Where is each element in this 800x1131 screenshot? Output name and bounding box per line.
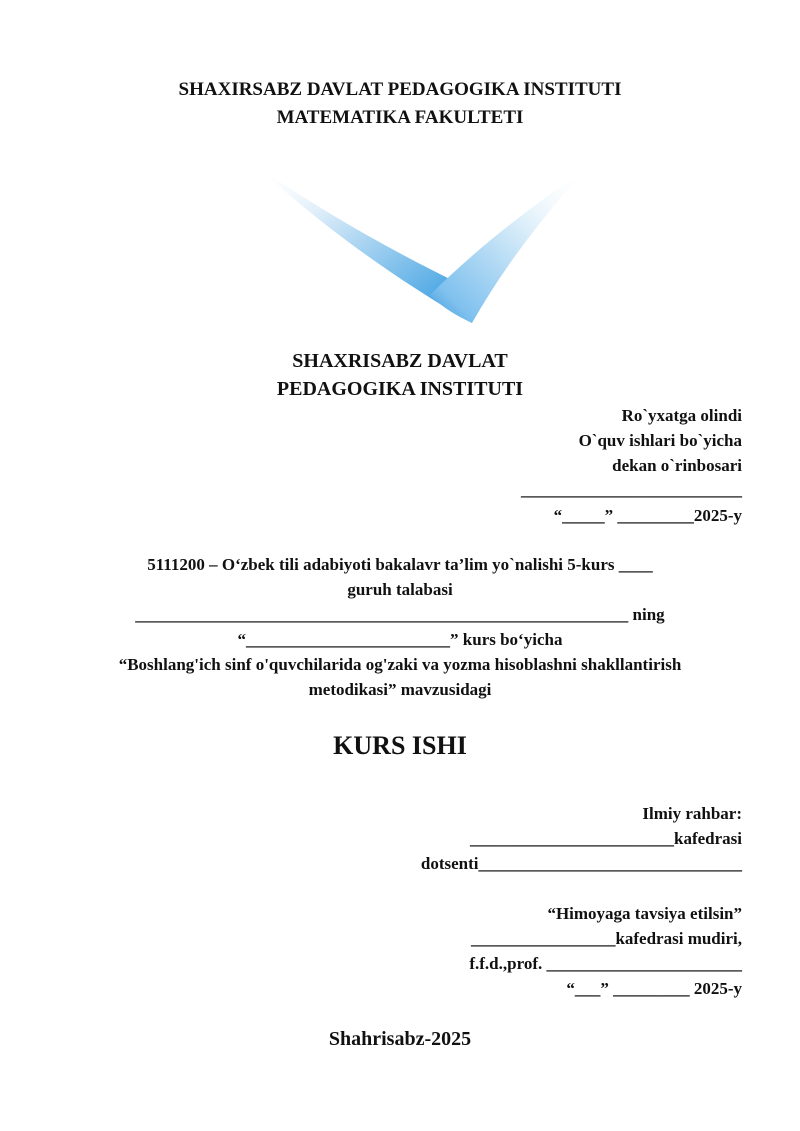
topic-line2: metodikasi” mavzusidagi xyxy=(308,680,492,699)
topic-line1: “Boshlang'ich sinf o'quvchilarida og'zaki va yozma hisoblashni shakllantirish xyxy=(118,655,682,674)
student-course-line: “________________________” kurs bo‘yicha xyxy=(237,630,563,649)
registration-date: “_____” _________2025-y xyxy=(553,506,742,525)
institute-block-line1: SHAXRISABZ DAVLAT xyxy=(292,350,508,372)
defense-recommendation: “Himoyaga tavsiya etilsin” xyxy=(547,904,742,923)
defense-professor: f.f.d.,prof. _______________________ xyxy=(469,954,742,973)
supervisor-label: Ilmiy rahbar: xyxy=(642,804,742,823)
institute-name: SHAXIRSABZ DAVLAT PEDAGOGIKA INSTITUTI xyxy=(178,79,622,100)
registration-title: Ro`yxatga olindi xyxy=(621,406,742,425)
student-group-line: guruh talabasi xyxy=(347,580,453,599)
defense-date: “___” _________ 2025-y xyxy=(566,979,742,998)
registration-role: dekan o`rinbosari xyxy=(612,456,742,475)
place-year: Shahrisabz-2025 xyxy=(328,1028,472,1050)
faculty-name: MATEMATIKA FAKULTETI xyxy=(276,107,524,128)
institute-block-line2: PEDAGOGIKA INSTITUTI xyxy=(276,378,524,400)
v-shaped-logo-icon xyxy=(240,155,600,335)
defense-head: _________________kafedrasi mudiri, xyxy=(470,929,742,948)
supervisor-department: ________________________kafedrasi xyxy=(470,829,742,848)
student-name-line: __________________________________________________________ ning xyxy=(135,605,665,624)
student-program-line: 5111200 – O‘zbek tili adabiyoti bakalavr ta’lim yo`nalishi 5-kurs ____ xyxy=(147,555,653,574)
supervisor-title: dotsenti_______________________________ xyxy=(420,854,742,873)
registration-signature-line: __________________________ xyxy=(521,480,742,499)
document-title: KURS ISHI xyxy=(333,731,467,760)
registration-position: O`quv ishlari bo`yicha xyxy=(578,431,742,450)
